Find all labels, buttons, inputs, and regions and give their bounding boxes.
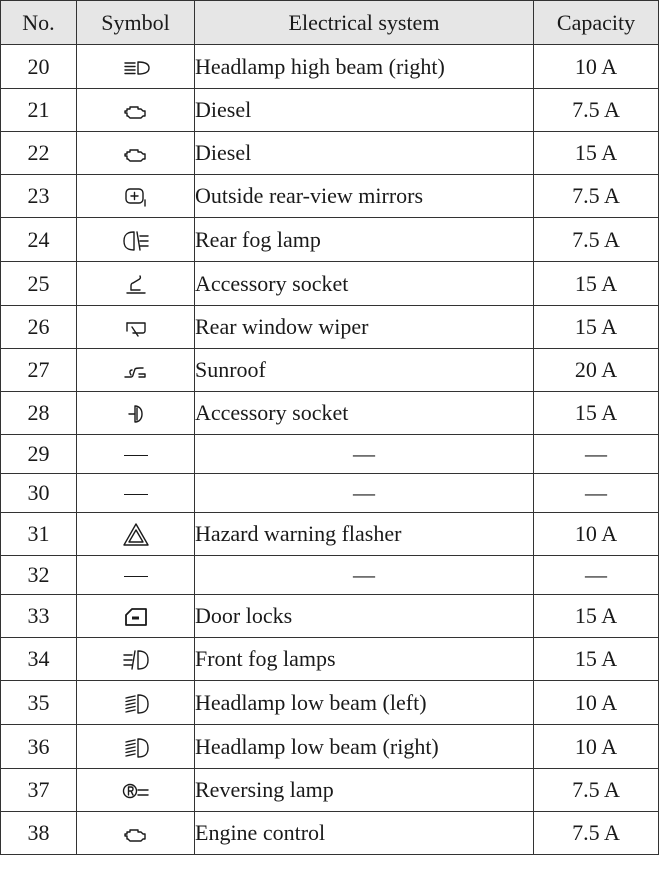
electrical-system: Accessory socket xyxy=(195,392,534,435)
capacity: — xyxy=(534,474,659,513)
fuse-number: 26 xyxy=(1,306,77,349)
symbol-cell xyxy=(77,681,195,725)
electrical-system: Engine control xyxy=(195,812,534,855)
electrical-system: Reversing lamp xyxy=(195,769,534,812)
electrical-system: Headlamp high beam (right) xyxy=(195,45,534,89)
fuse-number: 35 xyxy=(1,681,77,725)
electrical-system: Door locks xyxy=(195,595,534,638)
electrical-system: Rear window wiper xyxy=(195,306,534,349)
capacity: 10 A xyxy=(534,681,659,725)
table-row xyxy=(1,349,659,392)
table-row xyxy=(1,812,659,855)
symbol-cell xyxy=(77,218,195,262)
empty-dash xyxy=(124,576,148,577)
symbol-cell xyxy=(77,392,195,435)
capacity: 7.5 A xyxy=(534,89,659,132)
capacity: 7.5 A xyxy=(534,218,659,262)
symbol-cell xyxy=(77,306,195,349)
fuse-number: 31 xyxy=(1,513,77,556)
rear-wiper-icon xyxy=(121,318,151,340)
mirror-adjust-icon xyxy=(121,185,151,209)
fuse-number: 34 xyxy=(1,638,77,681)
electrical-system: Diesel xyxy=(195,89,534,132)
engine-icon xyxy=(121,101,151,123)
electrical-system: Front fog lamps xyxy=(195,638,534,681)
fuse-number: 37 xyxy=(1,769,77,812)
electrical-system: — xyxy=(195,435,534,474)
symbol-cell-empty xyxy=(77,556,195,595)
header-symbol: Symbol xyxy=(77,1,195,45)
table-row xyxy=(1,769,659,812)
table-row xyxy=(1,392,659,435)
table-row xyxy=(1,435,659,474)
fuse-number: 23 xyxy=(1,175,77,218)
capacity: 7.5 A xyxy=(534,175,659,218)
table-row xyxy=(1,175,659,218)
header-no: No. xyxy=(1,1,77,45)
empty-dash xyxy=(124,494,148,495)
capacity: 10 A xyxy=(534,725,659,769)
power-plug-icon xyxy=(121,402,151,426)
engine-icon xyxy=(121,144,151,166)
electrical-system: Headlamp low beam (left) xyxy=(195,681,534,725)
symbol-cell-empty xyxy=(77,474,195,513)
symbol-cell xyxy=(77,638,195,681)
symbol-cell xyxy=(77,725,195,769)
rear-fog-lamp-icon xyxy=(119,229,153,253)
table-row xyxy=(1,556,659,595)
symbol-cell xyxy=(77,513,195,556)
table-row xyxy=(1,89,659,132)
electrical-system: Hazard warning flasher xyxy=(195,513,534,556)
fuse-number: 27 xyxy=(1,349,77,392)
front-fog-lamp-icon xyxy=(119,648,153,672)
capacity: 15 A xyxy=(534,638,659,681)
fuse-number: 24 xyxy=(1,218,77,262)
table-row xyxy=(1,306,659,349)
electrical-system: Rear fog lamp xyxy=(195,218,534,262)
fuse-number: 36 xyxy=(1,725,77,769)
headlamp-low-beam-icon xyxy=(119,736,153,760)
table-row xyxy=(1,595,659,638)
table-row xyxy=(1,45,659,89)
hazard-warning-icon xyxy=(121,522,151,548)
fuse-number: 20 xyxy=(1,45,77,89)
capacity: 15 A xyxy=(534,392,659,435)
table-row xyxy=(1,638,659,681)
fuse-number: 22 xyxy=(1,132,77,175)
headlamp-low-beam-icon xyxy=(119,692,153,716)
capacity: 7.5 A xyxy=(534,769,659,812)
symbol-cell xyxy=(77,262,195,306)
table-row xyxy=(1,218,659,262)
fuse-number: 21 xyxy=(1,89,77,132)
fuse-number: 28 xyxy=(1,392,77,435)
header-capacity: Capacity xyxy=(534,1,659,45)
headlamp-high-beam-icon xyxy=(119,57,153,79)
fuse-table-body xyxy=(1,45,659,855)
door-lock-icon xyxy=(121,605,151,629)
capacity: 10 A xyxy=(534,45,659,89)
symbol-cell xyxy=(77,132,195,175)
engine-icon xyxy=(121,824,151,846)
electrical-system: Accessory socket xyxy=(195,262,534,306)
table-row xyxy=(1,725,659,769)
capacity: 7.5 A xyxy=(534,812,659,855)
accessory-socket-icon xyxy=(121,273,151,297)
table-row xyxy=(1,513,659,556)
fuse-number: 30 xyxy=(1,474,77,513)
header-row xyxy=(1,1,659,45)
fuse-number: 38 xyxy=(1,812,77,855)
electrical-system: Outside rear-view mirrors xyxy=(195,175,534,218)
capacity: — xyxy=(534,556,659,595)
capacity: 15 A xyxy=(534,132,659,175)
sunroof-icon xyxy=(121,361,151,383)
capacity: — xyxy=(534,435,659,474)
capacity: 20 A xyxy=(534,349,659,392)
header-electrical-system: Electrical system xyxy=(195,1,534,45)
empty-dash xyxy=(124,455,148,456)
electrical-system: Diesel xyxy=(195,132,534,175)
symbol-cell-empty xyxy=(77,435,195,474)
symbol-cell xyxy=(77,595,195,638)
electrical-system: Headlamp low beam (right) xyxy=(195,725,534,769)
table-row xyxy=(1,474,659,513)
capacity: 15 A xyxy=(534,306,659,349)
symbol-cell xyxy=(77,349,195,392)
symbol-cell xyxy=(77,175,195,218)
electrical-system: — xyxy=(195,474,534,513)
capacity: 10 A xyxy=(534,513,659,556)
fuse-number: 32 xyxy=(1,556,77,595)
electrical-system: — xyxy=(195,556,534,595)
capacity: 15 A xyxy=(534,262,659,306)
capacity: 15 A xyxy=(534,595,659,638)
electrical-system: Sunroof xyxy=(195,349,534,392)
fuse-number: 33 xyxy=(1,595,77,638)
fuse-number: 29 xyxy=(1,435,77,474)
fuse-number: 25 xyxy=(1,262,77,306)
symbol-cell xyxy=(77,812,195,855)
reversing-lamp-icon xyxy=(119,779,153,803)
table-row xyxy=(1,132,659,175)
symbol-cell xyxy=(77,45,195,89)
symbol-cell xyxy=(77,769,195,812)
table-row xyxy=(1,262,659,306)
symbol-cell xyxy=(77,89,195,132)
table-row xyxy=(1,681,659,725)
